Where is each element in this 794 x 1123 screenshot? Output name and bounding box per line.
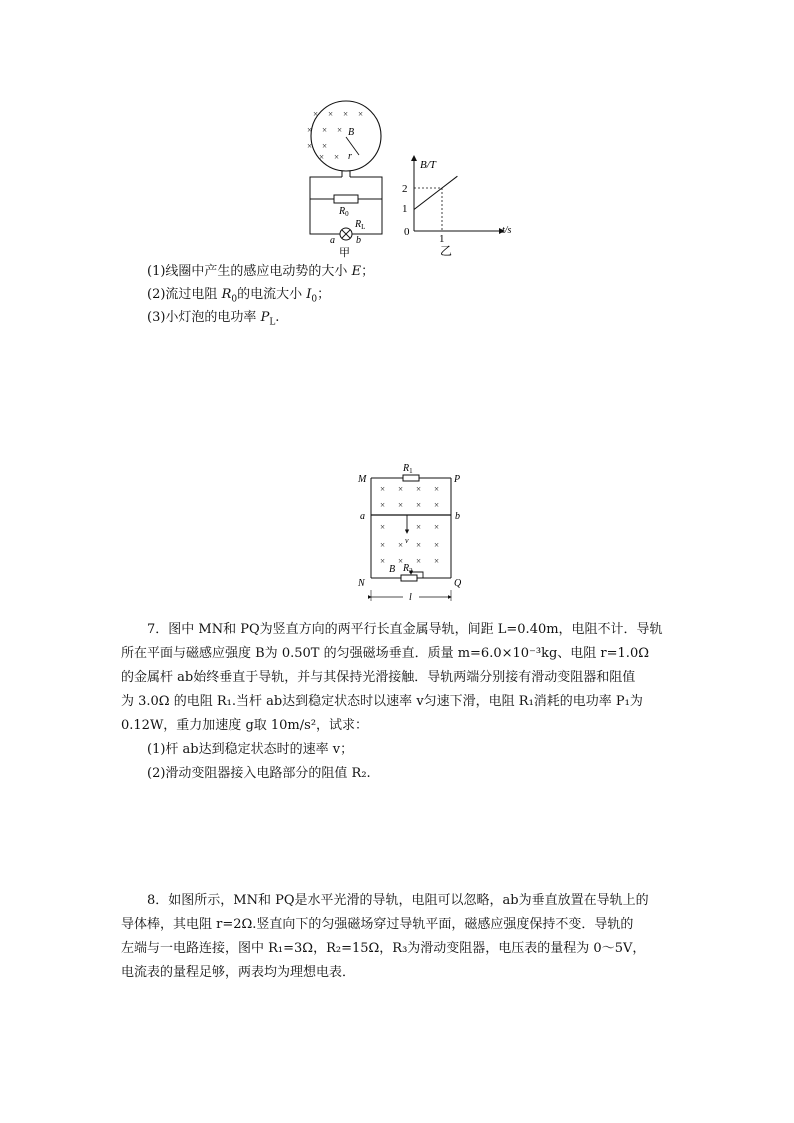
field-cross: × bbox=[313, 109, 319, 119]
label-RL: $R_L$ bbox=[355, 219, 366, 231]
label-l: l bbox=[409, 592, 412, 602]
field-cross: × bbox=[328, 109, 334, 119]
problem-8-line: 左端与一电路连接，图中 R₁=3Ω，R₂=15Ω，R₃为滑动变阻器，电压表的量程为 0～5V， bbox=[121, 941, 646, 956]
figure-jia-circuit bbox=[296, 98, 396, 260]
label-a: a bbox=[360, 511, 365, 522]
problem-7-line: 为 3.0Ω 的电阻 R₁.当杆 ab达到稳定状态时以速率 v匀速下滑，电阻 R₁消耗的电功率 P₁为 bbox=[121, 694, 643, 709]
caption-yi: 乙 bbox=[440, 244, 453, 258]
field-cross: × bbox=[416, 484, 422, 494]
field-cross: × bbox=[416, 540, 422, 550]
label-v: v bbox=[405, 536, 409, 545]
label-r: r bbox=[348, 151, 352, 162]
field-cross: × bbox=[398, 556, 404, 566]
field-cross: × bbox=[434, 522, 440, 532]
question-7-1: (1)杆 ab达到稳定状态时的速率 v； bbox=[147, 742, 354, 757]
rheostat-R2 bbox=[401, 575, 417, 581]
field-cross: × bbox=[380, 522, 386, 532]
y-tick-2: 2 bbox=[402, 183, 408, 195]
label-a: a bbox=[330, 235, 335, 246]
y-tick-1: 1 bbox=[402, 203, 408, 215]
resistor-R1 bbox=[403, 475, 419, 481]
field-cross: × bbox=[416, 556, 422, 566]
problem-8-line: 电流表的量程足够，两表均为理想电表． bbox=[121, 965, 356, 980]
label-M: M bbox=[358, 474, 367, 485]
problem-7-line: 的金属杆 ab始终垂直于导轨，并与其保持光滑接触．导轨两端分别接有滑动变阻器和阻值 bbox=[121, 670, 636, 685]
problem-7-line: 7．图中 MN和 PQ为竖直方向的两平行长直金属导轨，间距 L=0.40m，电阻不计．导轨 bbox=[147, 622, 663, 637]
question-6-1: (1)线圈中产生的感应电动势的大小 E； bbox=[147, 264, 375, 279]
field-cross: × bbox=[380, 540, 386, 550]
label-R1: $R_1$ bbox=[403, 463, 413, 475]
caption-jia: 甲 bbox=[339, 247, 350, 259]
series-line-B bbox=[414, 176, 457, 209]
field-cross: × bbox=[322, 141, 328, 151]
label-Q: Q bbox=[454, 578, 462, 589]
question-6-3: (3)小灯泡的电功率 $P_L$. bbox=[147, 310, 280, 328]
field-cross: × bbox=[380, 556, 386, 566]
question-6-2: (2)流过电阻 $R_0$的电流大小 $I_0$； bbox=[147, 287, 331, 305]
field-cross: × bbox=[434, 540, 440, 550]
field-cross: × bbox=[307, 141, 313, 151]
label-B: B bbox=[348, 127, 355, 138]
field-cross: × bbox=[416, 500, 422, 510]
field-cross: × bbox=[380, 484, 386, 494]
field-cross: × bbox=[416, 522, 422, 532]
field-cross: × bbox=[398, 484, 404, 494]
field-cross: × bbox=[337, 125, 343, 135]
y-axis-label: B/T bbox=[420, 159, 436, 171]
field-cross: × bbox=[398, 500, 404, 510]
label-P: P bbox=[454, 474, 461, 485]
circuit-wire bbox=[310, 177, 382, 234]
x-axis-label: t/s bbox=[502, 225, 512, 236]
field-cross: × bbox=[322, 125, 328, 135]
label-b: b bbox=[455, 511, 460, 522]
label-R0: $R_0$ bbox=[339, 206, 349, 218]
field-cross: × bbox=[398, 540, 404, 550]
field-cross: × bbox=[434, 500, 440, 510]
field-cross: × bbox=[319, 152, 325, 162]
field-cross: × bbox=[334, 152, 340, 162]
field-cross: × bbox=[380, 500, 386, 510]
label-b: b bbox=[356, 235, 361, 246]
resistor-R0 bbox=[334, 195, 358, 203]
field-cross: × bbox=[434, 556, 440, 566]
question-7-2: (2)滑动变阻器接入电路部分的阻值 R₂. bbox=[147, 766, 371, 781]
label-B: B bbox=[389, 564, 396, 575]
problem-8-line: 导体棒，其电阻 r=2Ω.竖直向下的匀强磁场穿过导轨平面，磁感应强度保持不变．导轨的 bbox=[121, 917, 634, 932]
label-N: N bbox=[358, 578, 365, 589]
problem-7-line: 0.12W，重力加速度 g取 10m/s²，试求： bbox=[121, 718, 369, 733]
field-cross: × bbox=[358, 109, 364, 119]
problem-8-line: 8．如图所示，MN和 PQ是水平光滑的导轨，电阻可以忽略，ab为垂直放置在导轨上的 bbox=[147, 893, 649, 908]
figure-yi-graph bbox=[396, 152, 516, 258]
field-cross: × bbox=[307, 125, 313, 135]
figure-rails bbox=[355, 460, 467, 602]
label-R2: $R_2$ bbox=[403, 563, 413, 575]
x-tick-1: 1 bbox=[439, 233, 445, 245]
y-tick-0: 0 bbox=[404, 226, 410, 238]
magnetic-field-crosses bbox=[380, 484, 439, 566]
field-cross: × bbox=[343, 109, 349, 119]
field-cross: × bbox=[434, 484, 440, 494]
problem-7-line: 所在平面与磁感应强度 B为 0.50T 的匀强磁场垂直．质量 m=6.0×10⁻³kg、电阻 r=1.0Ω bbox=[121, 646, 649, 661]
